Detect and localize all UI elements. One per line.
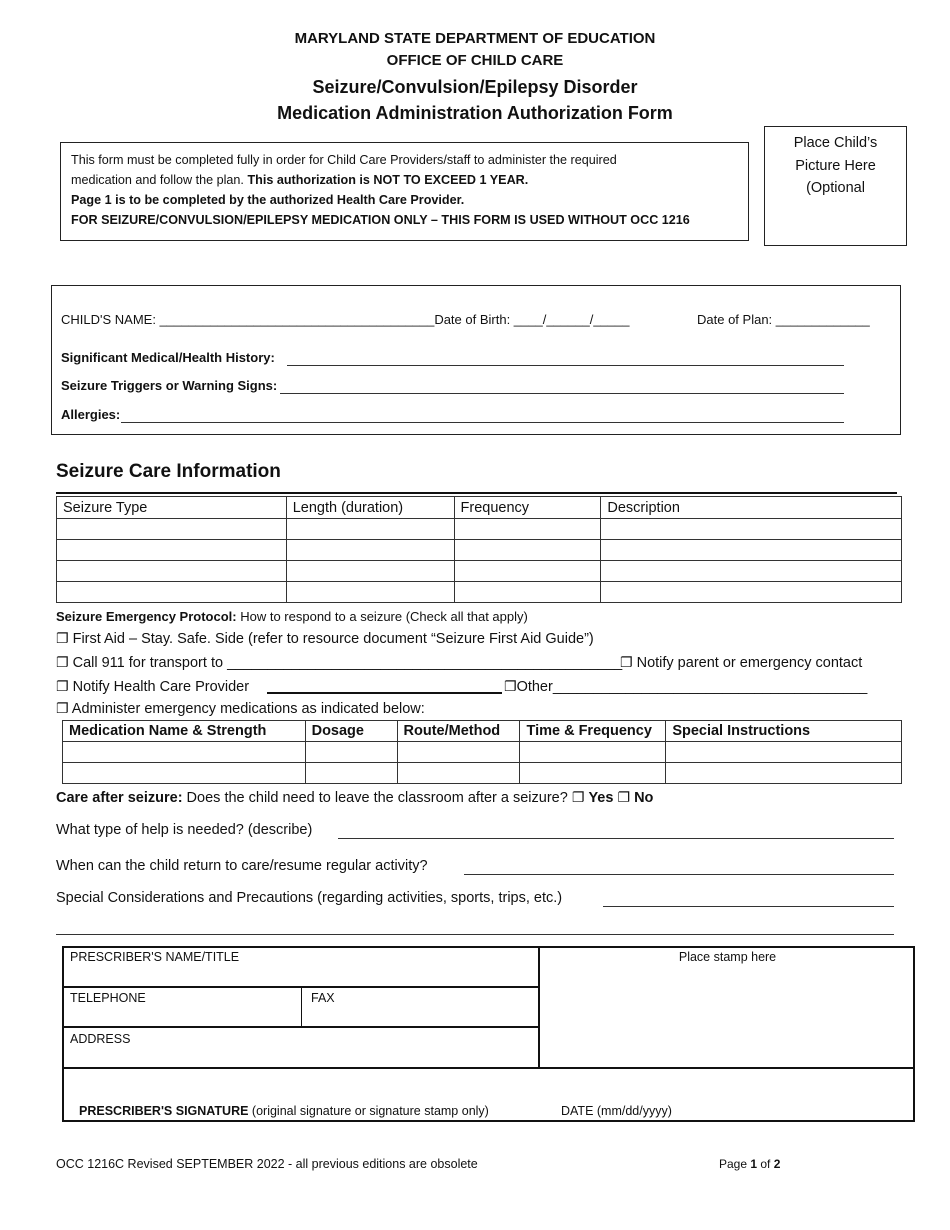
special-considerations-field[interactable] (603, 906, 894, 907)
notify-parent-option[interactable] (620, 654, 862, 671)
table-cell[interactable] (666, 742, 902, 763)
care-after-row (56, 789, 653, 806)
divider (62, 1067, 915, 1069)
special-considerations-field-2[interactable] (56, 934, 894, 935)
table-cell[interactable] (57, 582, 287, 603)
table-cell[interactable] (57, 519, 287, 540)
agency-heading: MARYLAND STATE DEPARTMENT OF EDUCATION (294, 30, 656, 47)
table-row (57, 540, 902, 561)
prescriber-name-field[interactable]: PRESCRIBER'S NAME/TITLE (70, 950, 240, 964)
signature-label: PRESCRIBER'S SIGNATURE (79, 1104, 249, 1118)
help-needed-field[interactable] (338, 838, 894, 839)
care-after-label: Care after seizure: (56, 790, 183, 806)
return-field[interactable] (464, 874, 894, 875)
help-needed-label: What type of help is needed? (describe) (56, 822, 313, 838)
notice-line2-text: medication and follow the plan. (71, 173, 248, 187)
notify-parent-checkbox[interactable]: ❐ (620, 654, 633, 670)
allergies-label: Allergies: (61, 407, 121, 422)
first-aid-option[interactable] (56, 630, 594, 647)
table-cell[interactable] (454, 540, 601, 561)
medication-header-row (63, 721, 902, 742)
other-label: Other (516, 679, 553, 695)
picture-box-line2: Picture Here (795, 157, 876, 174)
notify-hcp-option[interactable] (56, 678, 249, 695)
page-of: of (757, 1157, 774, 1171)
child-name-field[interactable]: ______________________________________ (159, 312, 435, 327)
table-cell[interactable] (397, 763, 520, 784)
table-row (63, 742, 902, 763)
call-911-label: Call 911 for transport to (72, 655, 228, 671)
table-cell[interactable] (454, 561, 601, 582)
triggers-label: Seizure Triggers or Warning Signs: (61, 378, 278, 393)
notice-line3: Page 1 is to be completed by the authorized Health Care Provider. (71, 193, 465, 207)
protocol-heading (56, 609, 528, 624)
picture-box-line1: Place Child’s (793, 135, 878, 151)
address-field[interactable]: ADDRESS (70, 1032, 131, 1046)
col-seizure-type: Seizure Type (57, 497, 287, 519)
picture-box-line3: (Optional (806, 180, 865, 196)
notice-box (60, 142, 749, 241)
dob-field[interactable]: ____/______/_____ (513, 312, 630, 327)
table-row (57, 519, 902, 540)
special-considerations-label: Special Considerations and Precautions (regarding activities, sports, trips, etc.) (56, 890, 563, 906)
first-aid-checkbox[interactable]: ❐ (56, 630, 69, 646)
date-field[interactable]: DATE (mm/dd/yyyy) (561, 1104, 672, 1118)
administer-meds-label: Administer emergency medications as indicated below: (71, 701, 425, 717)
table-cell[interactable] (520, 763, 666, 784)
notice-line1: This form must be completed fully in order for Child Care Providers/staff to administer the required (71, 153, 617, 167)
seizure-care-header-row (57, 497, 902, 519)
office-heading: OFFICE OF CHILD CARE (386, 52, 564, 69)
notice-line4: FOR SEIZURE/CONVULSION/EPILEPSY MEDICATION ONLY – THIS FORM IS USED WITHOUT OCC 1216 (71, 213, 690, 227)
administer-meds-option[interactable] (56, 700, 425, 717)
care-after-question: Does the child need to leave the classroom after a seizure? (182, 790, 572, 806)
col-medication-name: Medication Name & Strength (63, 721, 306, 742)
col-dosage: Dosage (305, 721, 397, 742)
history-label: Significant Medical/Health History: (61, 350, 275, 365)
telephone-field[interactable]: TELEPHONE (70, 991, 146, 1005)
divider (62, 1026, 538, 1028)
divider (62, 986, 538, 988)
return-label: When can the child return to care/resume regular activity? (56, 858, 428, 874)
page-current: 1 (750, 1157, 758, 1171)
plan-date-field[interactable]: _____________ (775, 312, 870, 327)
no-label: No (634, 790, 654, 806)
table-cell[interactable] (666, 763, 902, 784)
form-title-line1: Seizure/Convulsion/Epilepsy Disorder (312, 77, 638, 97)
seizure-care-title: Seizure Care Information (56, 461, 281, 482)
other-field[interactable]: _______________________________________ (552, 679, 868, 695)
form-title-line2: Medication Administration Authorization Form (277, 103, 673, 123)
other-checkbox[interactable]: ❐ (504, 678, 517, 694)
child-name-label: CHILD'S NAME: (61, 312, 160, 327)
plan-date-row (697, 312, 870, 327)
table-cell[interactable] (286, 561, 454, 582)
table-cell[interactable] (63, 742, 306, 763)
first-aid-label: First Aid – Stay. Safe. Side (refer to resource document “Seizure First Aid Guide”) (72, 631, 594, 647)
table-cell[interactable] (286, 582, 454, 603)
protocol-label: Seizure Emergency Protocol: (56, 609, 237, 624)
notify-parent-label: Notify parent or emergency contact (636, 655, 863, 671)
prescriber-box (62, 946, 915, 1122)
table-cell[interactable] (454, 582, 601, 603)
call-911-option[interactable] (56, 654, 622, 671)
table-row (63, 763, 902, 784)
call-911-destination-field[interactable]: _________________________________________________ (227, 655, 623, 671)
page-word: Page (719, 1157, 751, 1171)
col-length: Length (duration) (286, 497, 454, 519)
divider (538, 946, 540, 1068)
table-cell[interactable] (397, 742, 520, 763)
table-cell[interactable] (57, 561, 287, 582)
table-cell[interactable] (305, 763, 397, 784)
table-cell[interactable] (601, 582, 902, 603)
col-frequency: Frequency (454, 497, 601, 519)
table-row (57, 582, 902, 603)
other-option[interactable] (504, 678, 867, 695)
page-total: 2 (773, 1157, 781, 1171)
yes-checkbox[interactable]: ❐ (571, 789, 585, 805)
table-cell[interactable] (286, 519, 454, 540)
signature-note: (original signature or signature stamp only) (248, 1104, 489, 1118)
page-number (719, 1157, 780, 1171)
seizure-care-table (56, 496, 902, 603)
table-cell[interactable] (601, 540, 902, 561)
call-911-checkbox[interactable]: ❐ (56, 654, 69, 670)
notify-hcp-field[interactable] (267, 692, 502, 694)
triggers-field[interactable] (280, 393, 844, 394)
notice-line2 (71, 170, 741, 190)
child-name-row (61, 312, 629, 327)
col-description: Description (601, 497, 902, 519)
notify-hcp-label: Notify Health Care Provider (72, 679, 250, 695)
table-cell[interactable] (520, 742, 666, 763)
section-rule (56, 492, 897, 494)
dob-label: Date of Birth: (434, 312, 514, 327)
col-special-instructions: Special Instructions (666, 721, 902, 742)
divider (301, 986, 302, 1026)
table-cell[interactable] (63, 763, 306, 784)
stamp-area[interactable]: Place stamp here (678, 950, 777, 964)
col-route: Route/Method (397, 721, 520, 742)
history-field[interactable] (287, 365, 844, 366)
allergies-field[interactable] (121, 422, 844, 423)
form-id: OCC 1216C Revised SEPTEMBER 2022 - all previous editions are obsolete (56, 1157, 478, 1171)
medication-table (62, 720, 902, 784)
table-cell[interactable] (601, 519, 902, 540)
fax-field[interactable]: FAX (311, 991, 335, 1005)
table-cell[interactable] (601, 561, 902, 582)
plan-date-label: Date of Plan: (697, 312, 776, 327)
table-cell[interactable] (286, 540, 454, 561)
protocol-instruction: How to respond to a seizure (Check all that apply) (236, 609, 528, 624)
notice-year-limit: This authorization is NOT TO EXCEED 1 YEAR. (247, 173, 529, 187)
table-cell[interactable] (57, 540, 287, 561)
child-picture-box[interactable] (764, 126, 907, 246)
no-checkbox[interactable]: ❐ (617, 789, 631, 805)
signature-field[interactable] (79, 1104, 489, 1118)
administer-meds-checkbox[interactable]: ❐ (56, 700, 69, 716)
table-cell[interactable] (305, 742, 397, 763)
table-row (57, 561, 902, 582)
col-time-frequency: Time & Frequency (520, 721, 666, 742)
notify-hcp-checkbox[interactable]: ❐ (56, 678, 69, 694)
table-cell[interactable] (454, 519, 601, 540)
yes-label: Yes (588, 790, 614, 806)
